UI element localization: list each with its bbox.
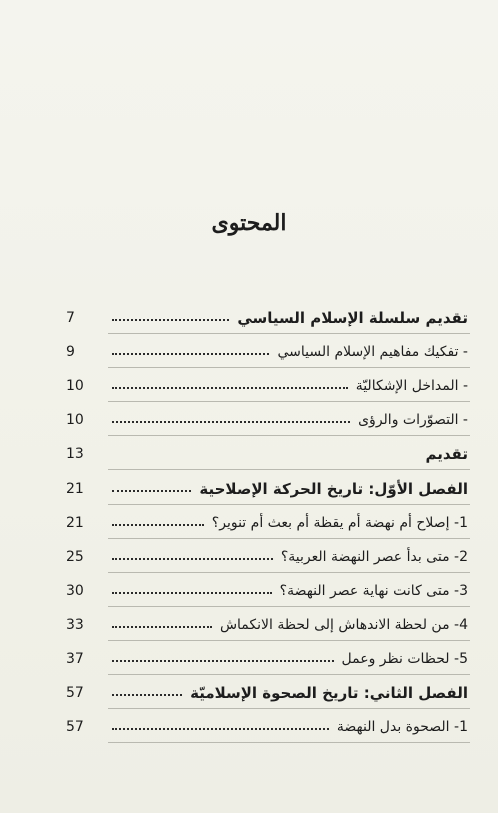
row-divider: [108, 742, 470, 743]
dot-leader: [68, 543, 277, 571]
toc-entry-title: 3- متى كانت نهاية عصر النهضة؟: [279, 583, 468, 599]
toc-page-number: 7: [66, 310, 75, 326]
toc-entry-title: الفصل الثاني: تاريخ الصحوة الإسلاميّة: [190, 684, 468, 702]
row-divider: [108, 469, 470, 470]
row-divider: [108, 572, 470, 573]
toc-entry: [68, 509, 468, 537]
toc-entry-title: 1- إصلاح أم نهضة أم يقظة أم بعث أم تنوير؟: [211, 515, 468, 531]
dot-leader: [68, 645, 338, 673]
toc-entry: [68, 338, 468, 366]
row-divider: [108, 606, 470, 607]
toc-page-number: 37: [66, 651, 84, 667]
toc-entry: [68, 372, 468, 400]
toc-entry: [68, 611, 468, 639]
toc-entry-title: - التصوّرات والرؤى: [358, 412, 468, 428]
dot-leader: [68, 440, 422, 468]
row-divider: [108, 367, 470, 368]
row-divider: [108, 674, 470, 675]
toc-page-number: 57: [66, 719, 84, 735]
dot-leader: [68, 372, 352, 400]
row-divider: [108, 504, 470, 505]
toc-entry: [68, 645, 468, 673]
toc-page-number: 25: [66, 549, 84, 565]
row-divider: [108, 401, 470, 402]
toc-entry-title: الفصل الأوّل: تاريخ الحركة الإصلاحية: [199, 480, 468, 498]
toc-entry-title: - المداخل الإشكاليّة: [355, 378, 468, 394]
toc-entry-title: تقديم: [425, 445, 468, 463]
row-divider: [108, 708, 470, 709]
toc-entry: [68, 406, 468, 434]
toc-page-number: 10: [66, 378, 84, 394]
toc-page-number: 30: [66, 583, 84, 599]
toc-entry: [68, 475, 468, 503]
toc-page-number: 33: [66, 617, 84, 633]
toc-entry: [68, 543, 468, 571]
dot-leader: [68, 577, 276, 605]
toc-entry: [68, 577, 468, 605]
toc-entry-title: تقديم سلسلة الإسلام السياسي: [237, 309, 468, 327]
dot-leader: [68, 406, 354, 434]
toc-entry-title: 1- الصحوة بدل النهضة: [336, 719, 468, 735]
row-divider: [108, 538, 470, 539]
toc-entry: [68, 713, 468, 741]
contents-title: المحتوى: [211, 210, 287, 236]
toc-entry-title: 4- من لحظة الاندهاش إلى لحظة الانكماش: [219, 617, 468, 633]
dot-leader: [68, 713, 333, 741]
toc-entry-title: 2- متى بدأ عصر النهضة العربية؟: [280, 549, 468, 565]
dot-leader: [68, 338, 273, 366]
toc-page-number: 10: [66, 412, 84, 428]
row-divider: [108, 435, 470, 436]
toc-page-number: 21: [66, 515, 84, 531]
row-divider: [108, 333, 470, 334]
toc-page-number: 21: [66, 481, 84, 497]
toc-page-number: 57: [66, 685, 84, 701]
toc-entry-title: - تفكيك مفاهيم الإسلام السياسي: [277, 344, 468, 360]
toc-entry: [68, 440, 468, 468]
toc-entry-title: 5- لحظات نظر وعمل: [341, 651, 468, 667]
toc-entry: [68, 679, 468, 707]
toc-page-number: 13: [66, 446, 84, 462]
toc-entry: [68, 304, 468, 332]
row-divider: [108, 640, 470, 641]
toc-page-number: 9: [66, 344, 75, 360]
